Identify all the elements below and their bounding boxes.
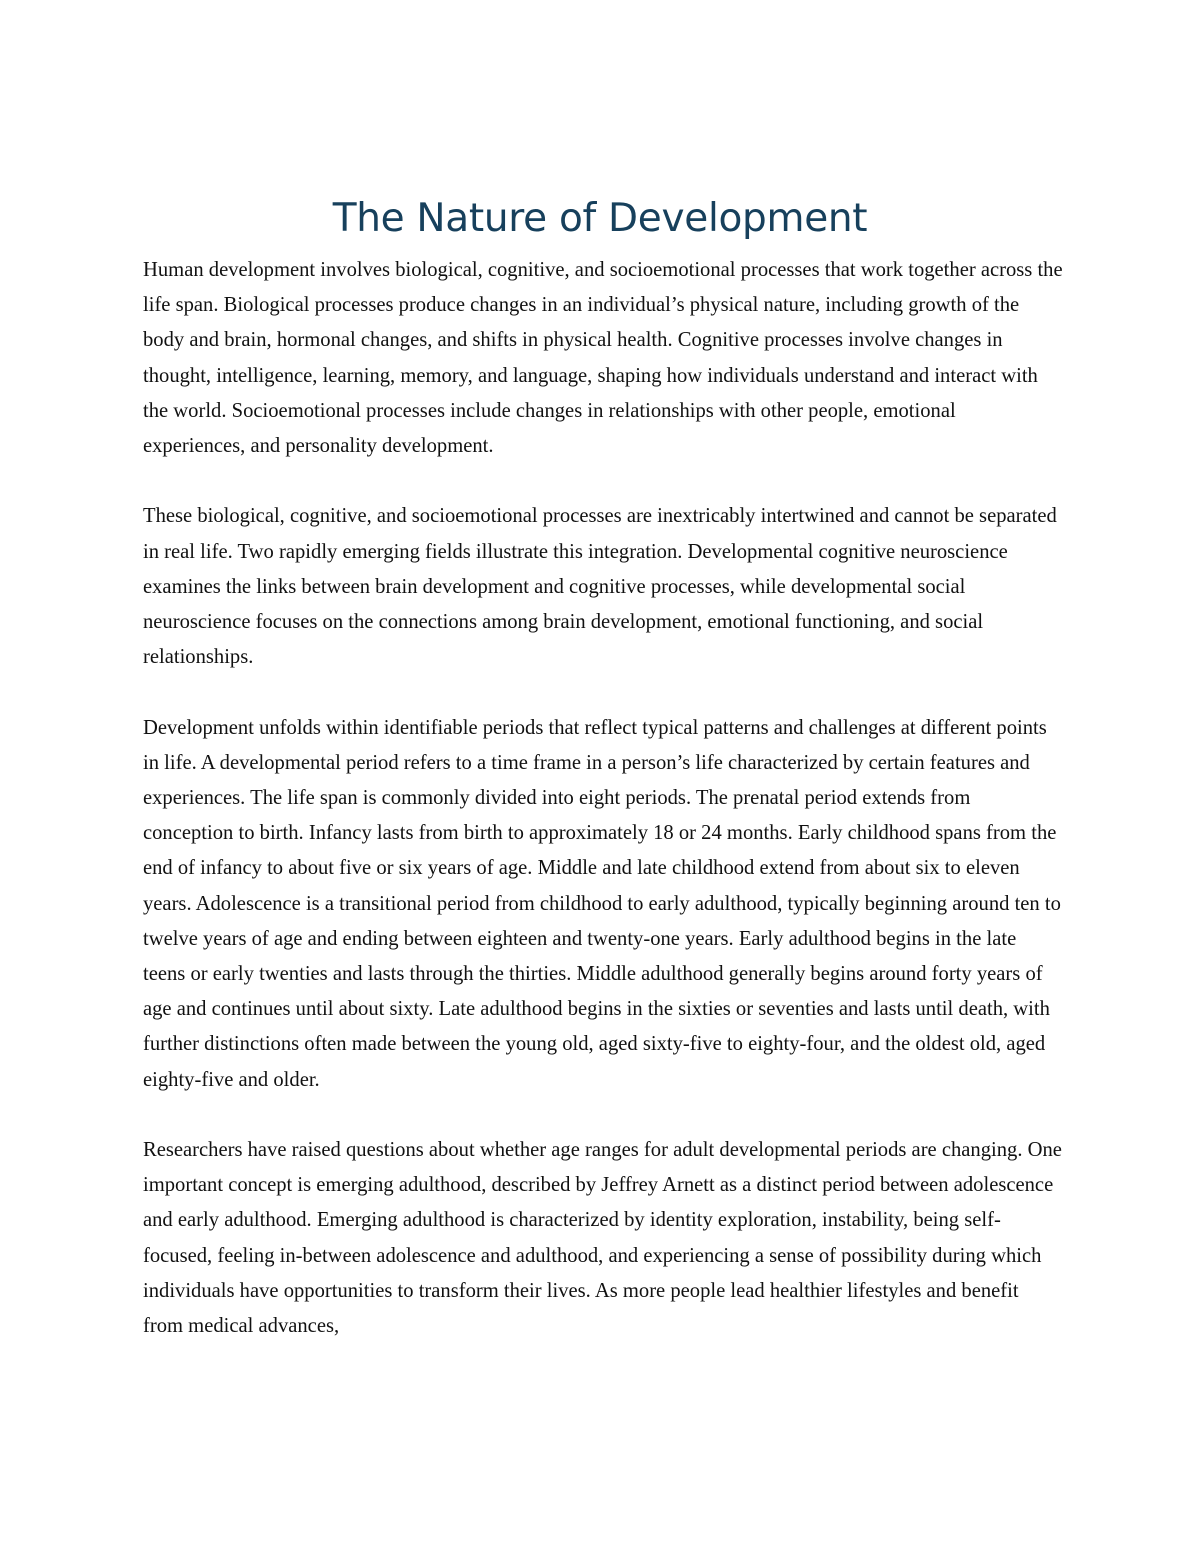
paragraph-periods: Development unfolds within identifiable periods that reflect typical patterns and challenges at different points in life. A developmental period refers to a time frame in a person’s life characterized by certain features and experiences. The life span is commonly divided into eight periods. The prenatal period extends from conception to birth. Infancy lasts from birth to approximately 18 or 24 months. Early childhood spans from the end of infancy to about five or six years of age. Middle and late childhood extend from about six to eleven years. Adolescence is a transitional period from childhood to early adulthood, typically beginning around ten to twelve years of age and ending between eighteen and twenty-one years. Early adulthood begins in the late teens or early twenties and lasts through the thirties. Middle adulthood generally begins around forty years of age and continues until about sixty. Late adulthood begins in the sixties or seventies and lasts until death, with further distinctions often made between the young old, aged sixty-five to eighty-four, and the oldest old, aged eighty-five and older.	[143, 716, 1061, 1091]
paragraph-processes: Human development involves biological, cognitive, and socioemotional processes that work together across the life span. Biological processes produce changes in an individual’s physical nature, including growth of the body and brain, hormonal changes, and shifts in physical health. Cognitive processes involve changes in thought, intelligence, learning, memory, and language, shaping how individuals understand and interact with the world. Socioemotional processes include changes in relationships with other people, emotional experiences, and personality development.	[143, 259, 1063, 458]
paragraph-emerging-adulthood: Researchers have raised questions about whether age ranges for adult developmental periods are changing. One important concept is emerging adulthood, described by Jeffrey Arnett as a distinct period between adolescence and early adulthood. Emerging adulthood is characterized by identity exploration, instability, being self-focused, feeling in-between adolescence and adulthood, and experiencing a sense of possibility during which individuals have opportunities to transform their lives. As more people lead healthier lifestyles and benefit from medical advances,	[143, 1139, 1062, 1338]
document-body	[143, 253, 1063, 1344]
document-title: The Nature of Development	[332, 196, 868, 241]
paragraph-integration: These biological, cognitive, and socioemotional processes are inextricably intertwined and cannot be separated in real life. Two rapidly emerging fields illustrate this integration. Developmental cognitive neuroscience examines the links between brain development and cognitive processes, while developmental social neuroscience focuses on the connections among brain development, emotional functioning, and social relationships.	[143, 505, 1057, 669]
